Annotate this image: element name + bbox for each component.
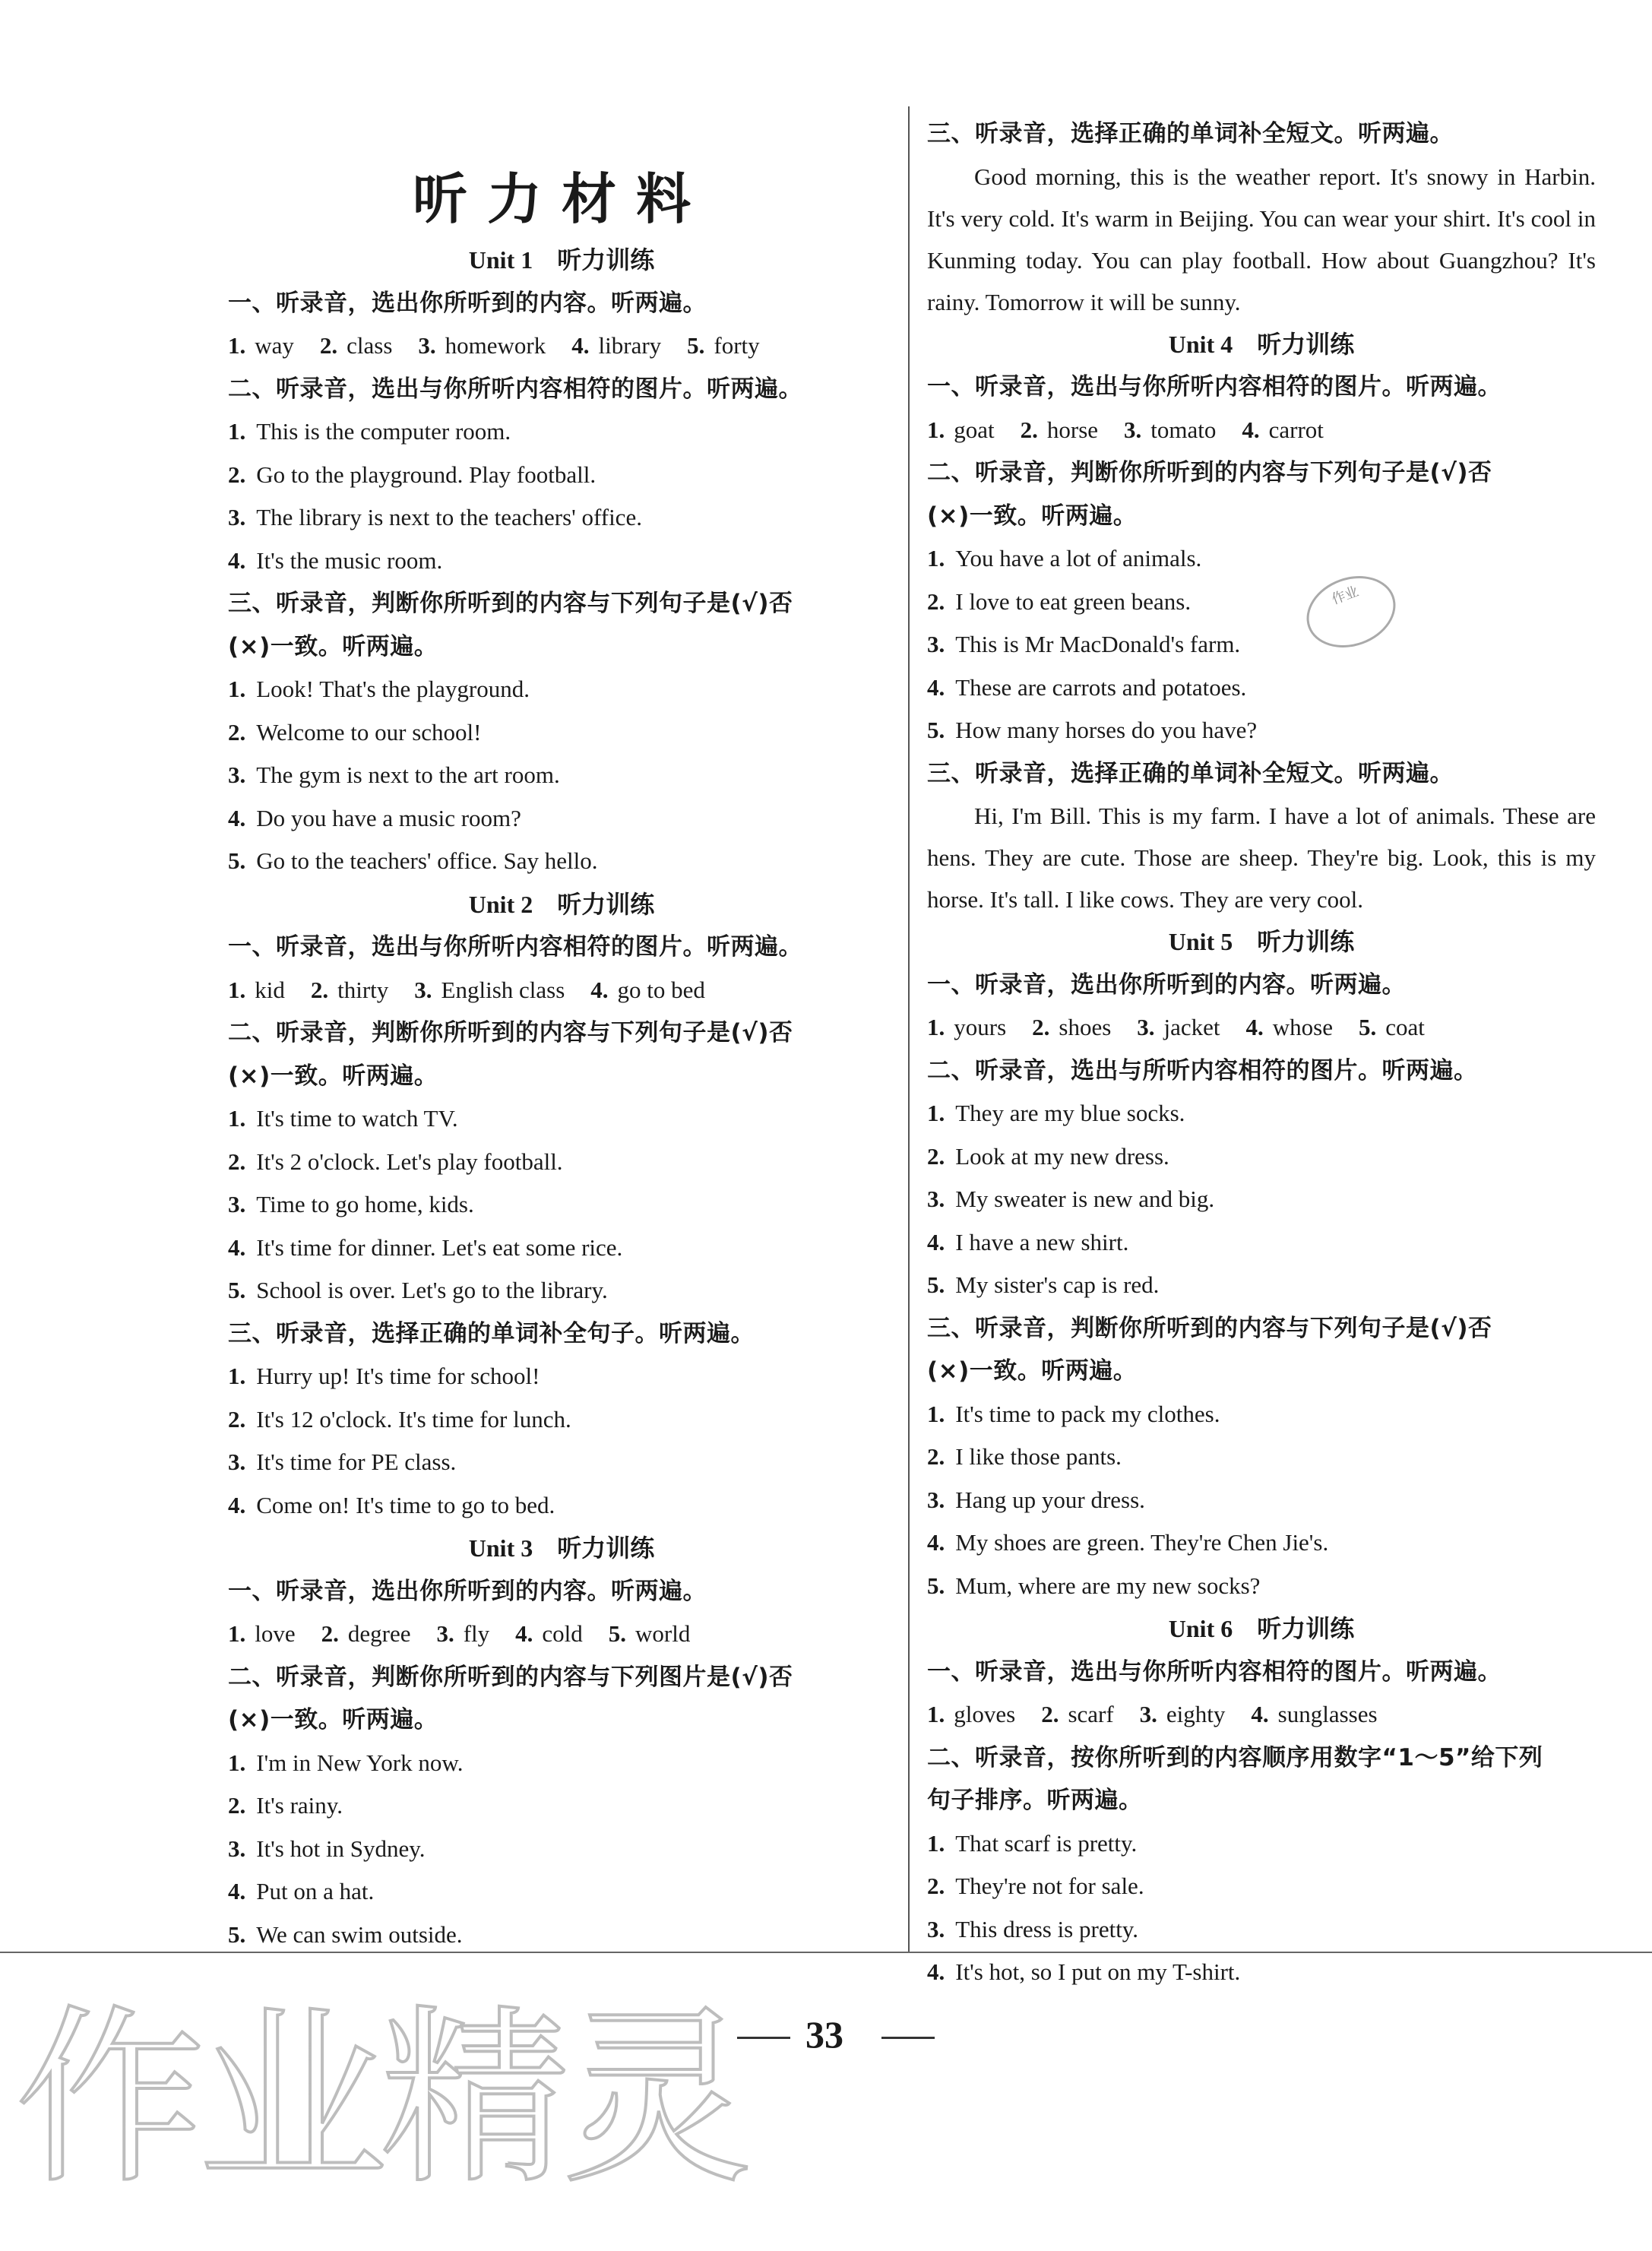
unit2-section2-instruction: 二、听录音，判断你所听到的内容与下列句子是(√)否 [228, 1019, 793, 1046]
unit3-s2-item: 2. It's rainy. [228, 1792, 343, 1819]
unit3-section2-instruction: 二、听录音，判断你所听到的内容与下列图片是(√)否 [228, 1663, 793, 1691]
unit2-s2-item: 5. School is over. Let's go to the library. [228, 1277, 608, 1303]
unit6-s2-item: 4. It's hot, so I put on my T-shirt. [927, 1958, 1241, 1985]
unit1-section3-instruction-cont: (×)一致。听两遍。 [228, 632, 438, 660]
unit4-s2-item: 5. How many horses do you have? [927, 717, 1258, 743]
right-column [927, 112, 1596, 1994]
unit3-s2-item: 5. We can swim outside. [228, 1920, 463, 1948]
unit4-section1-instruction: 一、听录音，选出与你所听内容相符的图片。听两遍。 [927, 373, 1502, 400]
unit3-heading: Unit 3 听力训练 [468, 1534, 655, 1562]
unit2-section2-instruction-cont: (×)一致。听两遍。 [228, 1062, 438, 1090]
unit1-heading: Unit 1 听力训练 [468, 246, 655, 274]
page-title: 听力材料 [412, 166, 710, 231]
page-number-dash-right [881, 2037, 935, 2039]
unit5-section1-words: 1. yours 2. shoes 3. jacket 4. whose 5. coat [927, 1014, 1425, 1040]
unit5-s3-item: 3. Hang up your dress. [927, 1486, 1145, 1513]
unit2-heading: Unit 2 听力训练 [468, 890, 655, 918]
unit2-s3-item: 3. It's time for PE class. [228, 1448, 457, 1475]
page-number-dash-left [737, 2037, 790, 2039]
unit5-s2-item: 2. Look at my new dress. [927, 1142, 1169, 1170]
unit5-s3-item: 2. I like those pants. [927, 1443, 1122, 1470]
unit2-s3-item: 1. Hurry up! It's time for school! [228, 1363, 540, 1389]
unit4-section3-instruction: 三、听录音，选择正确的单词补全短文。听两遍。 [927, 759, 1454, 787]
unit5-section3-instruction-cont: (×)一致。听两遍。 [927, 1357, 1138, 1385]
unit1-section1-instruction: 一、听录音，选出你所听到的内容。听两遍。 [228, 289, 707, 317]
unit2-section3-instruction: 三、听录音，选择正确的单词补全句子。听两遍。 [228, 1319, 755, 1347]
unit1-section3-instruction: 三、听录音，判断你所听到的内容与下列句子是(√)否 [228, 590, 793, 617]
unit4-passage: Hi, I'm Bill. This is my farm. I have a lot of animals. These are hens. They are cute. Those are sheep. They're big. Look, this is my horse. It's tall. I like cows. They are very cool. [927, 803, 1596, 913]
unit3-s2-item: 4. Put on a hat. [228, 1878, 375, 1904]
unit1-section2-instruction: 二、听录音，选出与你所听内容相符的图片。听两遍。 [228, 375, 802, 403]
unit4-heading: Unit 4 听力训练 [1168, 330, 1355, 358]
column-divider [908, 106, 910, 1953]
unit5-s2-item: 3. My sweater is new and big. [927, 1186, 1215, 1212]
unit3-s2-item: 1. I'm in New York now. [228, 1749, 464, 1776]
unit5-s3-item: 5. Mum, where are my new socks? [927, 1572, 1261, 1599]
unit2-s3-item: 4. Come on! It's time to go to bed. [228, 1491, 555, 1518]
unit6-section1-words: 1. gloves 2. scarf 3. eighty 4. sunglasses [927, 1701, 1378, 1727]
stamp-seal: 作业 [1296, 564, 1406, 660]
unit2-s2-item: 1. It's time to watch TV. [228, 1105, 458, 1132]
unit1-s3-item: 3. The gym is next to the art room. [228, 761, 560, 788]
unit2-s3-item: 2. It's 12 o'clock. It's time for lunch. [228, 1405, 571, 1433]
unit6-section2-instruction-cont: 句子排序。听两遍。 [927, 1787, 1143, 1814]
unit5-s2-item: 5. My sister's cap is red. [927, 1271, 1160, 1298]
left-column [228, 0, 895, 1956]
unit2-s2-item: 3. Time to go home, kids. [228, 1191, 474, 1217]
unit4-s2-item: 2. I love to eat green beans. [927, 587, 1192, 615]
unit6-s2-item: 1. That scarf is pretty. [927, 1829, 1138, 1857]
unit4-section1-words: 1. goat 2. horse 3. tomato 4. carrot [927, 416, 1324, 443]
page-number: 33 [805, 2013, 843, 2056]
unit5-heading: Unit 5 听力训练 [1168, 928, 1355, 955]
unit5-s2-item: 4. I have a new shirt. [927, 1228, 1129, 1255]
unit2-s2-item: 4. It's time for dinner. Let's eat some rice. [228, 1233, 623, 1261]
unit2-s2-item: 2. It's 2 o'clock. Let's play football. [228, 1148, 563, 1175]
unit1-s3-item: 4. Do you have a music room? [228, 804, 521, 831]
unit6-section1-instruction: 一、听录音，选出与你所听内容相符的图片。听两遍。 [927, 1657, 1502, 1686]
unit3-section2-instruction-cont: (×)一致。听两遍。 [228, 1706, 438, 1733]
unit4-s2-item: 1. You have a lot of animals. [927, 545, 1202, 571]
unit1-s2-item: 3. The library is next to the teachers' office. [228, 504, 642, 530]
unit2-section1-words: 1. kid 2. thirty 3. English class 4. go to bed [228, 976, 705, 1003]
unit3-section1-instruction: 一、听录音，选出你所听到的内容。听两遍。 [228, 1577, 707, 1605]
unit5-s3-item: 4. My shoes are green. They're Chen Jie's. [927, 1529, 1329, 1556]
unit1-s3-item: 5. Go to the teachers' office. Say hello. [228, 847, 598, 874]
unit5-section2-instruction: 二、听录音，选出与所听内容相符的图片。听两遍。 [927, 1056, 1478, 1084]
unit5-s2-item: 1. They are my blue socks. [927, 1100, 1185, 1126]
unit4-section2-instruction: 二、听录音，判断你所听到的内容与下列句子是(√)否 [927, 459, 1492, 486]
unit3-section3-instruction: 三、听录音，选择正确的单词补全短文。听两遍。 [927, 120, 1454, 147]
unit1-s2-item: 4. It's the music room. [228, 546, 443, 574]
unit4-section2-instruction-cont: (×)一致。听两遍。 [927, 502, 1138, 530]
unit1-s3-item: 1. Look! That's the playground. [228, 676, 530, 702]
unit5-s3-item: 1. It's time to pack my clothes. [927, 1400, 1220, 1427]
unit1-s3-item: 2. Welcome to our school! [228, 718, 482, 746]
unit6-s2-item: 3. This dress is pretty. [927, 1915, 1139, 1942]
watermark: 作业精灵 [15, 1988, 745, 2209]
unit6-heading: Unit 6 听力训练 [1168, 1615, 1355, 1642]
unit6-s2-item: 2. They're not for sale. [927, 1873, 1144, 1899]
unit1-s2-item: 2. Go to the playground. Play football. [228, 461, 597, 488]
unit1-section1-words: 1. way 2. class 3. homework 4. library 5. forty [228, 332, 760, 359]
unit3-passage: Good morning, this is the weather report. It's snowy in Harbin. It's very cold. It's warm in Beijing. You can wear your shirt. It's cool in Kunming today. You can play football. How about Guangzhou? It's rainy. Tomorrow it will be sunny. [927, 163, 1596, 315]
unit6-section2-instruction: 二、听录音，按你所听到的内容顺序用数字“1～5”给下列 [927, 1743, 1543, 1771]
unit4-s2-item: 4. These are carrots and potatoes. [927, 673, 1247, 701]
unit4-s2-item: 3. This is Mr MacDonald's farm. [927, 631, 1241, 657]
unit3-s2-item: 3. It's hot in Sydney. [228, 1835, 426, 1862]
unit2-section1-instruction: 一、听录音，选出与你所听内容相符的图片。听两遍。 [228, 933, 802, 961]
unit5-section1-instruction: 一、听录音，选出你所听到的内容。听两遍。 [927, 970, 1406, 999]
unit1-s2-item: 1. This is the computer room. [228, 418, 511, 445]
unit5-section3-instruction: 三、听录音，判断你所听到的内容与下列句子是(√)否 [927, 1314, 1492, 1342]
unit3-section1-words: 1. love 2. degree 3. fly 4. cold 5. world [228, 1620, 691, 1647]
